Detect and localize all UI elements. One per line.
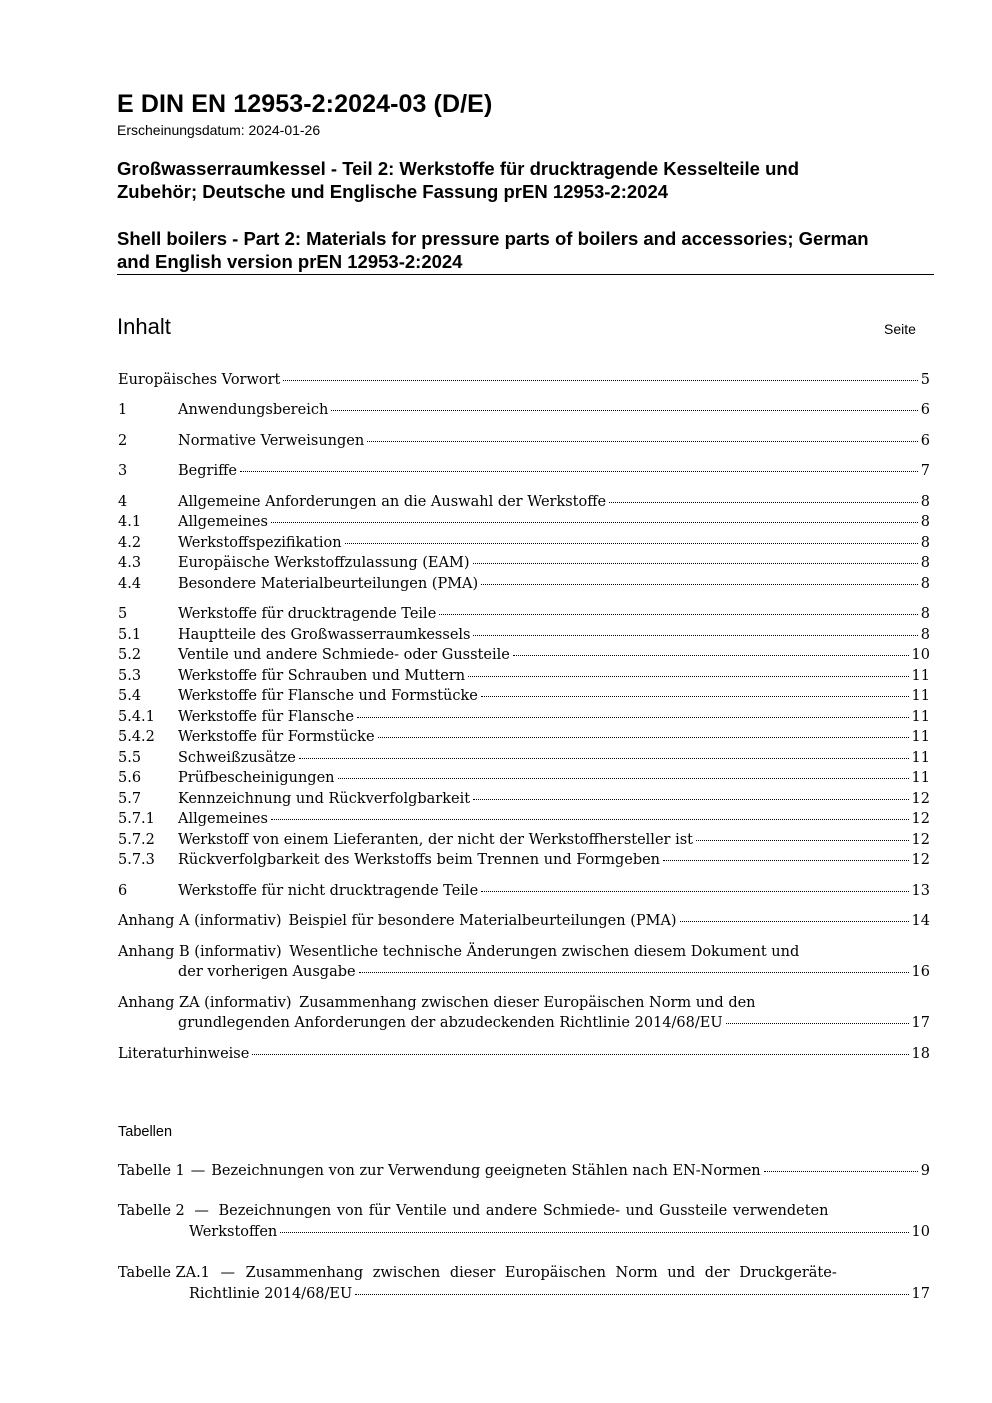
toc-entry[interactable] (118, 647, 930, 667)
toc-entry-title: Besondere Materialbeurteilungen (PMA) (178, 576, 479, 592)
toc-leader-dots (468, 676, 908, 677)
toc-entry-page: 14 (911, 913, 930, 929)
toc-entry-title: Kennzeichnung und Rückverfolgbarkeit (178, 791, 471, 807)
toc-entry-title: Anwendungsbereich (178, 402, 329, 418)
toc-annex-za-continuation[interactable] (178, 1015, 930, 1035)
toc-leader-dots (513, 655, 909, 656)
toc-leader-dots (299, 758, 909, 759)
toc-entry-page: 8 (920, 555, 930, 571)
toc-entry[interactable] (118, 729, 930, 749)
toc-entry-page: 8 (920, 535, 930, 551)
title-german-line2: Zubehör; Deutsche und Englische Fassung prEN 12953-2:2024 (117, 181, 669, 202)
toc-entry-number: 5.4.2 (118, 729, 155, 745)
toc-entry-page: 11 (911, 770, 930, 786)
title-english-line2: and English version prEN 12953-2:2024 (117, 251, 463, 272)
toc-entry-title: Rückverfolgbarkeit des Werkstoffs beim Trennen und Formgeben (178, 852, 661, 868)
table-title: Bezeichnungen von zur Verwendung geeigneten Stählen nach EN-Normen (211, 1163, 761, 1179)
toc-entry-number: 5.7.1 (118, 811, 155, 827)
toc-leader-dots (252, 1054, 908, 1055)
tables-heading: Tabellen (118, 1124, 173, 1140)
toc-entry-page: 8 (920, 576, 930, 592)
toc-entry-title: Werkstoffe für Flansche und Formstücke (178, 688, 478, 704)
toc-leader-dots (663, 860, 909, 861)
toc-page-column-label: Seite (884, 321, 916, 337)
toc-entry-number: 5.7.3 (118, 852, 155, 868)
annex-title-line2: der vorherigen Ausgabe (178, 964, 356, 980)
toc-entry-page: 7 (920, 463, 930, 479)
table-page: 17 (911, 1286, 930, 1302)
toc-entry[interactable] (118, 627, 930, 647)
toc-entry-title: Werkstoffspezifikation (178, 535, 342, 551)
toc-entry-number: 4.1 (118, 514, 142, 530)
toc-annex-b-continuation[interactable] (178, 964, 930, 984)
toc-leader-dots (726, 1023, 909, 1024)
toc-entry[interactable] (118, 535, 930, 555)
annex-title-line1: Zusammenhang zwischen dieser Europäischen Norm und den (299, 995, 756, 1011)
toc-annex-b[interactable] (118, 944, 930, 964)
toc-entry-number: 6 (118, 883, 128, 899)
toc-entry-page: 8 (920, 627, 930, 643)
toc-leader-dots (609, 502, 918, 503)
toc-entry[interactable] (118, 791, 930, 811)
toc-entry-title: Europäisches Vorwort (118, 372, 281, 388)
table-dash: — (220, 1265, 236, 1281)
toc-entry[interactable] (118, 372, 930, 392)
toc-leader-dots (473, 635, 917, 636)
table-entry-2-continuation[interactable] (189, 1224, 930, 1244)
toc-entry-page: 18 (911, 1046, 930, 1062)
toc-leader-dots (378, 737, 909, 738)
toc-bibliography[interactable] (118, 1046, 930, 1066)
document-title: E DIN EN 12953-2:2024-03 (D/E) (117, 90, 493, 118)
toc-entry-page: 5 (920, 372, 930, 388)
toc-entry[interactable] (118, 709, 930, 729)
toc-leader-dots (283, 380, 917, 381)
annex-label: Anhang A (informativ) (118, 913, 282, 929)
toc-entry-title: Allgemeines (178, 514, 268, 530)
toc-entry-number: 2 (118, 433, 128, 449)
toc-entry-number: 5 (118, 606, 128, 622)
toc-entry-title: Werkstoffe für nicht drucktragende Teile (178, 883, 479, 899)
toc-entry[interactable] (118, 811, 930, 831)
toc-entry[interactable] (118, 832, 930, 852)
toc-leader-dots (280, 1232, 908, 1233)
toc-leader-dots (481, 584, 918, 585)
toc-entry-number: 4 (118, 494, 128, 510)
title-english-line1: Shell boilers - Part 2: Materials for pressure parts of boilers and accessories; German (117, 228, 869, 249)
toc-leader-dots (271, 819, 909, 820)
toc-entry-number: 4.2 (118, 535, 142, 551)
toc-annex-za[interactable] (118, 995, 930, 1015)
toc-entry[interactable] (118, 606, 930, 626)
toc-entry-title: Werkstoffe für Flansche (178, 709, 354, 725)
table-entry-za1[interactable] (118, 1265, 930, 1285)
toc-entry[interactable] (118, 555, 930, 575)
toc-annex-a[interactable] (118, 913, 930, 933)
toc-leader-dots (240, 471, 918, 472)
table-title-line2: Richtlinie 2014/68/EU (189, 1286, 353, 1302)
toc-entry-number: 4.4 (118, 576, 142, 592)
publication-date: Erscheinungsdatum: 2024-01-26 (117, 122, 321, 138)
toc-entry-title: Werkstoffe für Formstücke (178, 729, 375, 745)
toc-entry[interactable] (118, 688, 930, 708)
toc-leader-dots (345, 543, 918, 544)
toc-entry-page: 12 (911, 791, 930, 807)
toc-entry-number: 4.3 (118, 555, 142, 571)
toc-leader-dots (357, 717, 909, 718)
annex-title-line1: Wesentliche technische Änderungen zwischen diesem Dokument und (289, 944, 800, 960)
toc-entry[interactable] (118, 770, 930, 790)
toc-entry-number: 3 (118, 463, 128, 479)
toc-entry-title: Schweißzusätze (178, 750, 296, 766)
toc-entry-title: Allgemeine Anforderungen an die Auswahl der Werkstoffe (178, 494, 607, 510)
toc-entry-number: 1 (118, 402, 128, 418)
toc-heading: Inhalt (117, 314, 171, 339)
toc-leader-dots (696, 840, 909, 841)
toc-entry-page: 11 (911, 688, 930, 704)
toc-entry-title: Werkstoffe für drucktragende Teile (178, 606, 437, 622)
toc-leader-dots (439, 614, 917, 615)
annex-title-line2: grundlegenden Anforderungen der abzudeckenden Richtlinie 2014/68/EU (178, 1015, 723, 1031)
toc-entry[interactable] (118, 852, 930, 872)
toc-entry[interactable] (118, 463, 930, 483)
toc-leader-dots (680, 921, 909, 922)
toc-entry[interactable] (118, 883, 930, 903)
toc-entry-number: 5.6 (118, 770, 142, 786)
table-title-line2: Werkstoffen (189, 1224, 278, 1240)
table-page: 10 (911, 1224, 930, 1240)
toc-entry-title: Werkstoff von einem Lieferanten, der nicht der Werkstoffhersteller ist (178, 832, 693, 848)
table-label: Tabelle 2 (118, 1203, 185, 1219)
table-label: Tabelle 1 (118, 1163, 185, 1179)
toc-entry-number: 5.1 (118, 627, 142, 643)
table-page: 9 (920, 1163, 930, 1179)
toc-leader-dots (338, 778, 909, 779)
toc-entry[interactable] (118, 494, 930, 514)
toc-entry-page: 11 (911, 729, 930, 745)
toc-entry[interactable] (118, 402, 930, 422)
toc-entry-title: Hauptteile des Großwasserraumkessels (178, 627, 471, 643)
title-german (117, 157, 935, 203)
toc-entry-title: Prüfbescheinigungen (178, 770, 335, 786)
toc-entry-page: 17 (911, 1015, 930, 1031)
toc-entry-title: Europäische Werkstoffzulassung (EAM) (178, 555, 470, 571)
toc-entry-number: 5.4 (118, 688, 142, 704)
toc-leader-dots (331, 410, 917, 411)
toc-leader-dots (359, 972, 909, 973)
table-title-line1: Bezeichnungen von für Ventile und andere Schmiede- und Gussteile verwendeten (218, 1203, 829, 1219)
toc-entry[interactable] (118, 576, 930, 596)
toc-entry[interactable] (118, 750, 930, 770)
toc-leader-dots (481, 891, 908, 892)
toc-entry-page: 8 (920, 494, 930, 510)
title-underline-rule (117, 274, 934, 275)
toc-entry-page: 11 (911, 709, 930, 725)
toc-entry-page: 12 (911, 811, 930, 827)
title-english (117, 227, 935, 273)
table-dash: — (194, 1203, 209, 1219)
toc-entry-page: 16 (911, 964, 930, 980)
annex-label: Anhang B (informativ) (118, 944, 282, 960)
toc-leader-dots (355, 1294, 908, 1295)
toc-leader-dots (473, 563, 918, 564)
toc-entry-number: 5.7.2 (118, 832, 155, 848)
toc-entry-number: 5.7 (118, 791, 142, 807)
toc-entry-title: Werkstoffe für Schrauben und Muttern (178, 668, 466, 684)
toc-entry-page: 12 (911, 852, 930, 868)
toc-entry-title: Literaturhinweise (118, 1046, 250, 1062)
toc-entry-title: Ventile und andere Schmiede- oder Gussteile (178, 647, 510, 663)
toc-entry-title: Allgemeines (178, 811, 268, 827)
table-dash: — (190, 1163, 206, 1179)
toc-entry-number: 5.2 (118, 647, 142, 663)
annex-label: Anhang ZA (informativ) (118, 995, 292, 1011)
toc-entry-number: 5.5 (118, 750, 142, 766)
toc-entry-number: 5.4.1 (118, 709, 155, 725)
toc-leader-dots (481, 696, 909, 697)
toc-leader-dots (271, 522, 918, 523)
toc-entry-page: 6 (920, 433, 930, 449)
table-entry-2[interactable] (118, 1203, 930, 1223)
toc-entry[interactable] (118, 668, 930, 688)
toc-entry-number: 5.3 (118, 668, 142, 684)
toc-entry-title: Begriffe (178, 463, 237, 479)
toc-entry-page: 8 (920, 514, 930, 530)
toc-entry-page: 12 (911, 832, 930, 848)
toc-leader-dots (367, 441, 918, 442)
toc-entry-page: 6 (920, 402, 930, 418)
toc-entry-page: 13 (911, 883, 930, 899)
toc-entry-page: 10 (911, 647, 930, 663)
toc-entry-page: 11 (911, 668, 930, 684)
toc-entry-page: 11 (911, 750, 930, 766)
toc-entry-title: Normative Verweisungen (178, 433, 365, 449)
toc-entry[interactable] (118, 514, 930, 534)
table-label: Tabelle ZA.1 (118, 1265, 210, 1281)
toc-entry-page: 8 (920, 606, 930, 622)
table-entry-za1-continuation[interactable] (189, 1286, 930, 1306)
toc-entry[interactable] (118, 433, 930, 453)
annex-title: Beispiel für besondere Materialbeurteilungen (PMA) (288, 913, 677, 929)
toc-leader-dots (473, 799, 908, 800)
table-title-line1: Zusammenhang zwischen dieser Europäischen Norm und der Druckgeräte- (245, 1265, 837, 1281)
table-entry-1[interactable] (118, 1163, 930, 1183)
toc-leader-dots (764, 1171, 918, 1172)
title-german-line1: Großwasserraumkessel - Teil 2: Werkstoffe für drucktragende Kesselteile und (117, 158, 799, 179)
